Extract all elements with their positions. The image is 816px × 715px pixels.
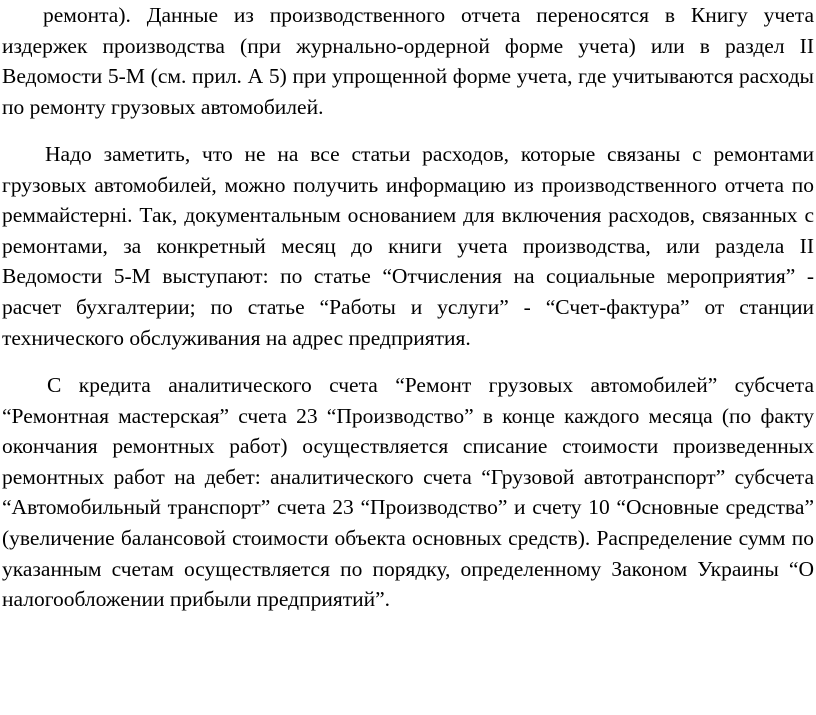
paragraph-1: ремонта). Данные из производственного отчета переносятся в Книгу учета издержек производства (при журнально-ордерной форме учета) или в раздел II Ведомости 5-М (см. прил. А 5) при упрощенной форме учета, где учитываются расходы по ремонту грузовых автомобилей.: [2, 3, 814, 119]
paragraph-2: Надо заметить, что не на все статьи расходов, которые связаны с ремонтами грузовых автомобилей, можно получить информацию из производственного отчета по реммайстерні. Так, документальным основанием для включения расходов, связанных с ремонтами, за конкретный месяц до книги учета производства, или раздела II Ведомости 5-М выступают: по статье “Отчисления на социальные мероприятия” - расчет бухгалтерии; по статье “Работы и услуги” - “Счет-фактура” от станции технического обслуживания на адрес предприятия.: [2, 142, 814, 350]
paragraph-3: С кредита аналитического счета “Ремонт грузовых автомобилей” субсчета “Ремонтная мастерская” счета 23 “Производство” в конце каждого месяца (по факту окончания ремонтных работ) осуществляется списание стоимости произведенных ремонтных работ на дебет: аналитического счета “Грузовой автотранспорт” субсчета “Автомобильный транспорт” счета 23 “Производство” и счету 10 “Основные средства” (увеличение балансовой стоимости объекта основных средств). Распределение сумм по указанным счетам осуществляется по порядку, определенному Законом Украины “О налогообложении прибыли предприятий”.: [2, 373, 814, 612]
